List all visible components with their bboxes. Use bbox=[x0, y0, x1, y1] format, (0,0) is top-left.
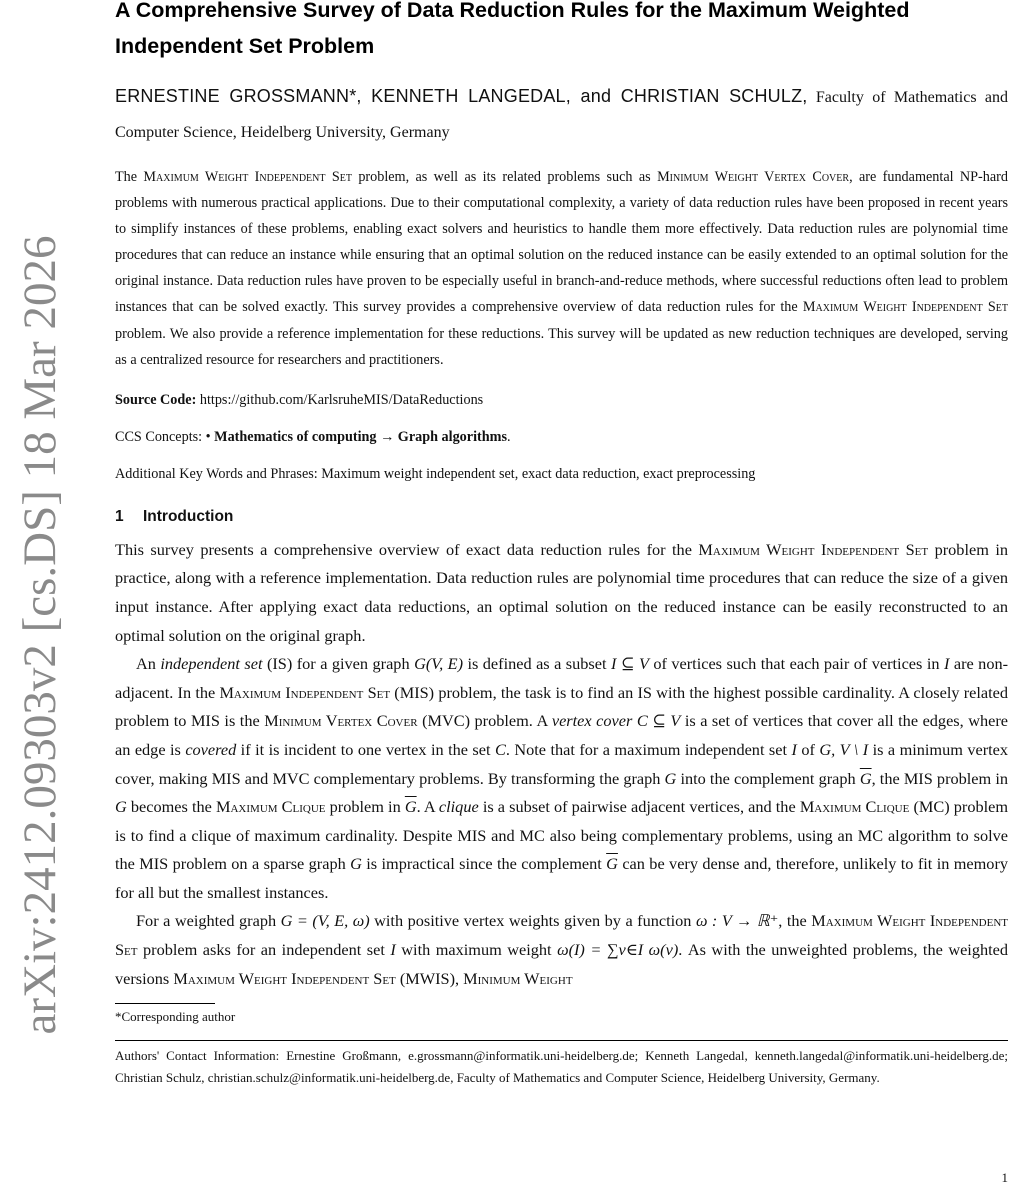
introduction-body bbox=[115, 536, 1008, 994]
problem-name: Maximum Clique bbox=[216, 797, 326, 817]
problem-name: Minimum Weight Vertex Cover bbox=[657, 169, 850, 185]
problem-name: Maximum Independent Set bbox=[219, 682, 391, 702]
problem-name: Minimum Weight bbox=[463, 968, 573, 988]
abstract: The Maximum Weight Independent Set problem, as well as its related problems such as Minimum Weight Vertex Cover, are fundamental NP-hard problems with numerous practical applications. Due to their computational complexity, a variety of data reduction rules have been proposed in recent years to simplify instances of these problems, enabling exact solvers and heuristics to handle them more effectively. Data reduction rules are polynomial time procedures that can reduce an instance while ensuring that an optimal solution on the reduced instance can be easily extended to an optimal solution for the original instance. Data reduction rules have proven to be especially useful in branch-and-reduce methods, where successful reductions often lead to problem instances that can be solved exactly. This survey provides a comprehensive overview of data reduction rules for the Maximum Weight Independent Set problem. We also provide a reference implementation for these reductions. This survey will be updated as new reduction techniques are developed, serving as a centralized resource for researchers and practitioners. bbox=[115, 169, 1008, 368]
paper-page bbox=[115, 0, 1008, 1088]
section-heading bbox=[115, 508, 1008, 526]
ccs-concepts: CCS Concepts: • Mathematics of computing → Graph algorithms. bbox=[115, 428, 511, 445]
arxiv-identifier: arXiv:2412.09303v2 [cs.DS] 18 Mar 2026 bbox=[14, 235, 66, 1035]
problem-name: Minimum Vertex Cover bbox=[264, 711, 418, 731]
problem-name: Maximum Weight Independent Set bbox=[173, 968, 396, 988]
contact-divider bbox=[115, 1040, 1008, 1041]
source-code-link[interactable]: https://github.com/KarlsruheMIS/DataReductions bbox=[199, 391, 484, 408]
paragraph: An independent set (IS) for a given graph G(V, E) is defined as a subset I ⊆ V of vertices such that each pair of vertices in I are non-adjacent. In the Maximum Independent Set (MIS) problem, the task is to find an IS with the highest possible cardinality. A closely related problem to MIS is the Minimum Vertex Cover (MVC) problem. A vertex cover C ⊆ V is a set of vertices that cover all the edges, where an edge is covered if it is incident to one vertex in the set C. Note that for a maximum independent set I of G, V \ I is a minimum vertex cover, making MIS and MVC complementary problems. By transforming the graph G into the complement graph $\overline{G}$, the MIS problem in G becomes the Maximum Clique problem in $\overline{G}$. A clique is a subset of pairwise adjacent vertices, and the Maximum Clique (MC) problem is to find a clique of maximum cardinality. Despite MIS and MC also being complementary problems, using an MC algorithm to solve the MIS problem on a sparse graph G is impractical since the complement $\overline{G}$ can be very dense and, therefore, unlikely to fit in memory for all but the smallest instances. bbox=[115, 654, 1009, 902]
problem-name: Maximum Weight Independent Set bbox=[143, 169, 352, 185]
problem-name: Maximum Weight Independent Set bbox=[698, 539, 929, 559]
keywords: Additional Key Words and Phrases: Maximum weight independent set, exact data reduction, exact preprocessing bbox=[115, 465, 756, 482]
paragraph: For a weighted graph G = (V, E, ω) with positive vertex weights given by a function ω : V → ℝ⁺, the Maximum Weight Independent Set problem asks for an independent set I with maximum weight ω(I) = ∑v∈I ω(v). As with the unweighted problems, the weighted versions Maximum Weight Independent Set (MWIS), Minimum Weight bbox=[115, 911, 1009, 988]
source-code-line bbox=[115, 390, 1008, 410]
problem-name: Maximum Clique bbox=[799, 797, 910, 817]
section-number: 1 bbox=[115, 507, 124, 525]
footnote: *Corresponding author bbox=[115, 1009, 236, 1025]
contact-information: Authors' Contact Information: Ernestine Großmann, e.grossmann@informatik.uni-heidelberg.de; Kenneth Langedal, kenneth.langedal@informatik.uni-heidelberg.de; Christian Schulz, christian.schulz@informatik.uni-heidelberg.de, Faculty of Mathematics and Computer Science, Heidelberg University, Germany. bbox=[115, 1048, 1008, 1085]
footnote-divider bbox=[115, 1003, 215, 1004]
section-title: Introduction bbox=[143, 507, 234, 525]
problem-name: Maximum Weight Independent Set bbox=[115, 911, 1009, 960]
author-block bbox=[115, 79, 1008, 150]
paper-title: A Comprehensive Survey of Data Reduction Rules for the Maximum Weighted Independent Set Problem bbox=[115, 0, 910, 58]
author-names: ERNESTINE GROSSMANN*, KENNETH LANGEDAL, and CHRISTIAN SCHULZ, bbox=[115, 86, 808, 106]
ccs-value: Mathematics of computing → Graph algorithms bbox=[214, 428, 507, 445]
page-number: 1 bbox=[1001, 1170, 1008, 1185]
paragraph: This survey presents a comprehensive overview of exact data reduction rules for the Maximum Weight Independent Set problem in practice, along with a reference implementation. Data reduction rules are polynomial time procedures that can reduce the size of a given input instance. After applying exact data reductions, an optimal solution on the reduced instance can be easily reconstructed to an optimal solution on the original graph. bbox=[115, 539, 1009, 645]
author-affiliation: Faculty of Mathematics and Computer Science, Heidelberg University, Germany bbox=[115, 89, 1008, 141]
source-code-label: Source Code: bbox=[115, 391, 197, 408]
problem-name: Maximum Weight Independent Set bbox=[802, 299, 1008, 316]
